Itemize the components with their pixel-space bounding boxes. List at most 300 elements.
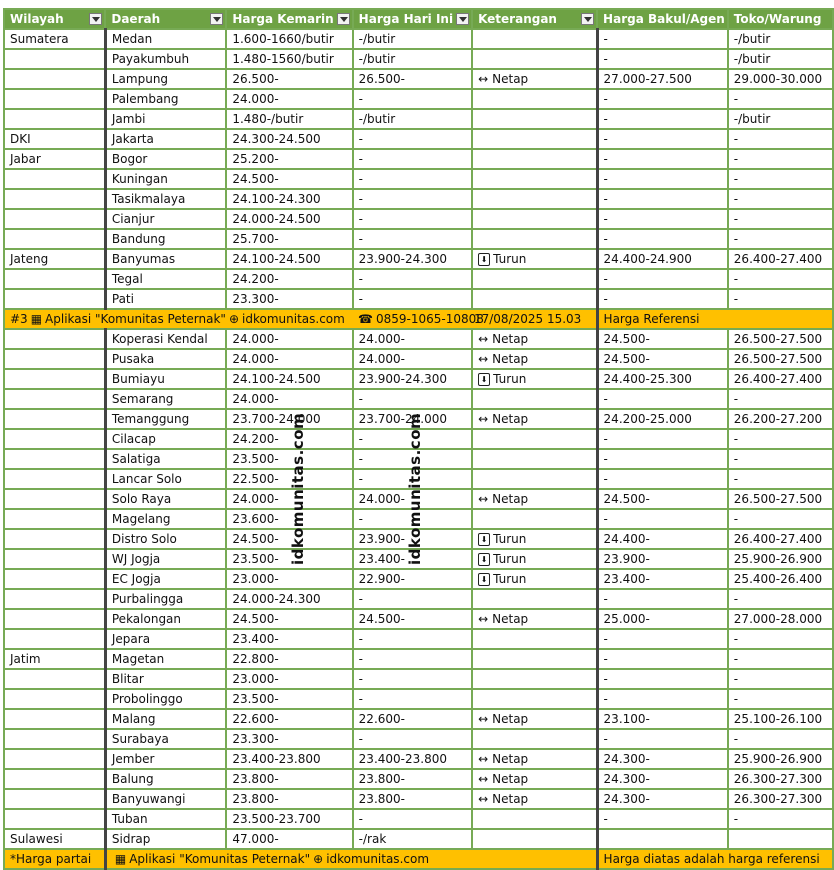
cell-toko-warung[interactable]: - <box>728 509 833 529</box>
cell-keterangan[interactable] <box>472 209 597 229</box>
cell-harga-hari-ini[interactable]: 22.600- <box>353 709 472 729</box>
cell-daerah[interactable]: Tuban <box>105 809 226 829</box>
cell-wilayah[interactable] <box>4 189 105 209</box>
cell-harga-kemarin[interactable]: 24.200- <box>226 429 352 449</box>
cell-wilayah[interactable] <box>4 589 105 609</box>
cell-harga-hari-ini[interactable]: 23.900-24.300 <box>353 249 472 269</box>
cell-harga-kemarin[interactable]: 24.500- <box>226 529 352 549</box>
cell-wilayah[interactable] <box>4 809 105 829</box>
cell-toko-warung[interactable]: 25.100-26.100 <box>728 709 833 729</box>
cell-harga-kemarin[interactable]: 23.600- <box>226 509 352 529</box>
cell-daerah[interactable]: Jambi <box>105 109 226 129</box>
cell-toko-warung[interactable]: 26.400-27.400 <box>728 249 833 269</box>
cell-harga-kemarin[interactable]: 23.000- <box>226 569 352 589</box>
cell-wilayah[interactable] <box>4 289 105 309</box>
cell-harga-kemarin[interactable]: 23.300- <box>226 289 352 309</box>
cell-harga-bakul[interactable]: - <box>597 649 728 669</box>
cell-daerah[interactable]: Payakumbuh <box>105 49 226 69</box>
cell-harga-hari-ini[interactable]: 23.800- <box>353 789 472 809</box>
cell-toko-warung[interactable]: - <box>728 429 833 449</box>
cell-toko-warung[interactable]: 25.400-26.400 <box>728 569 833 589</box>
cell-keterangan[interactable] <box>472 749 597 769</box>
cell-wilayah[interactable]: Jatim <box>4 649 105 669</box>
cell-wilayah[interactable] <box>4 389 105 409</box>
cell-harga-bakul[interactable]: - <box>597 49 728 69</box>
table-row[interactable] <box>4 289 833 309</box>
cell-keterangan[interactable] <box>472 89 597 109</box>
cell-wilayah[interactable] <box>4 369 105 389</box>
cell-harga-hari-ini[interactable]: 23.900- <box>353 529 472 549</box>
cell-harga-hari-ini[interactable]: - <box>353 509 472 529</box>
cell-harga-bakul[interactable]: - <box>597 629 728 649</box>
cell-harga-kemarin[interactable]: 24.500- <box>226 169 352 189</box>
cell-daerah[interactable]: Pusaka <box>105 349 226 369</box>
cell-harga-kemarin[interactable]: 23.500- <box>226 549 352 569</box>
filter-dropdown-icon[interactable] <box>581 13 594 25</box>
filter-dropdown-icon[interactable] <box>456 13 469 25</box>
cell-harga-hari-ini[interactable]: 24.000- <box>353 329 472 349</box>
cell-harga-kemarin[interactable]: 24.100-24.500 <box>226 369 352 389</box>
cell-toko-warung[interactable]: - <box>728 589 833 609</box>
cell-keterangan[interactable] <box>472 629 597 649</box>
cell-harga-bakul[interactable]: - <box>597 209 728 229</box>
cell-harga-hari-ini[interactable]: - <box>353 269 472 289</box>
cell-harga-kemarin[interactable]: 24.000- <box>226 349 352 369</box>
table-row[interactable] <box>4 269 833 289</box>
cell-wilayah[interactable] <box>4 509 105 529</box>
cell-keterangan[interactable] <box>472 329 597 349</box>
cell-harga-kemarin[interactable]: 24.200- <box>226 269 352 289</box>
cell-harga-hari-ini[interactable]: - <box>353 809 472 829</box>
table-row[interactable] <box>4 809 833 829</box>
cell-keterangan[interactable] <box>472 709 597 729</box>
cell-harga-hari-ini[interactable]: - <box>353 149 472 169</box>
cell-keterangan[interactable] <box>472 529 597 549</box>
cell-toko-warung[interactable]: 26.500-27.500 <box>728 489 833 509</box>
cell-harga-hari-ini[interactable]: 26.500- <box>353 69 472 89</box>
table-row[interactable] <box>4 629 833 649</box>
cell-harga-hari-ini[interactable]: - <box>353 729 472 749</box>
cell-harga-kemarin[interactable]: 24.000- <box>226 389 352 409</box>
cell-wilayah[interactable] <box>4 569 105 589</box>
cell-wilayah[interactable] <box>4 409 105 429</box>
cell-harga-kemarin[interactable]: 22.500- <box>226 469 352 489</box>
cell-harga-hari-ini[interactable]: - <box>353 629 472 649</box>
cell-harga-bakul[interactable]: - <box>597 429 728 449</box>
cell-wilayah[interactable] <box>4 209 105 229</box>
banner-phone[interactable]: 0859-1065-10808 <box>375 311 484 326</box>
cell-harga-hari-ini[interactable]: 24.000- <box>353 489 472 509</box>
cell-harga-kemarin[interactable]: 24.100-24.500 <box>226 249 352 269</box>
cell-toko-warung[interactable]: - <box>728 809 833 829</box>
cell-wilayah[interactable]: Jabar <box>4 149 105 169</box>
cell-toko-warung[interactable] <box>728 829 833 849</box>
cell-harga-bakul[interactable]: - <box>597 469 728 489</box>
cell-harga-kemarin[interactable]: 23.400-23.800 <box>226 749 352 769</box>
cell-daerah[interactable]: Bandung <box>105 229 226 249</box>
cell-harga-bakul[interactable]: 24.400-25.300 <box>597 369 728 389</box>
table-row[interactable] <box>4 169 833 189</box>
cell-keterangan[interactable] <box>472 249 597 269</box>
cell-toko-warung[interactable]: 26.400-27.400 <box>728 369 833 389</box>
table-row[interactable] <box>4 89 833 109</box>
cell-toko-warung[interactable]: 26.300-27.300 <box>728 769 833 789</box>
cell-toko-warung[interactable]: - <box>728 149 833 169</box>
table-row[interactable] <box>4 129 833 149</box>
cell-keterangan[interactable] <box>472 489 597 509</box>
cell-harga-kemarin[interactable]: 23.500-23.700 <box>226 809 352 829</box>
cell-daerah[interactable]: WJ Jogja <box>105 549 226 569</box>
cell-harga-hari-ini[interactable]: - <box>353 169 472 189</box>
cell-toko-warung[interactable]: - <box>728 629 833 649</box>
cell-keterangan[interactable] <box>472 569 597 589</box>
cell-daerah[interactable]: Palembang <box>105 89 226 109</box>
cell-keterangan[interactable] <box>472 789 597 809</box>
cell-harga-bakul[interactable]: - <box>597 729 728 749</box>
cell-daerah[interactable]: Malang <box>105 709 226 729</box>
cell-daerah[interactable]: Temanggung <box>105 409 226 429</box>
cell-harga-hari-ini[interactable]: -/rak <box>353 829 472 849</box>
cell-wilayah[interactable] <box>4 449 105 469</box>
filter-dropdown-icon[interactable] <box>210 13 223 25</box>
cell-wilayah[interactable] <box>4 89 105 109</box>
cell-harga-kemarin[interactable]: 1.480-/butir <box>226 109 352 129</box>
cell-wilayah[interactable] <box>4 709 105 729</box>
cell-harga-bakul[interactable]: 24.300- <box>597 789 728 809</box>
cell-harga-bakul[interactable]: 24.500- <box>597 349 728 369</box>
cell-wilayah[interactable] <box>4 689 105 709</box>
col-header-daerah[interactable]: Daerah <box>105 9 226 29</box>
cell-toko-warung[interactable]: 26.300-27.300 <box>728 789 833 809</box>
cell-keterangan[interactable] <box>472 429 597 449</box>
cell-daerah[interactable]: Banyumas <box>105 249 226 269</box>
table-row[interactable] <box>4 789 833 809</box>
cell-harga-hari-ini[interactable]: -/butir <box>353 109 472 129</box>
cell-harga-bakul[interactable]: 25.000- <box>597 609 728 629</box>
cell-toko-warung[interactable]: 26.200-27.200 <box>728 409 833 429</box>
cell-wilayah[interactable] <box>4 489 105 509</box>
cell-wilayah[interactable] <box>4 329 105 349</box>
cell-daerah[interactable]: Cilacap <box>105 429 226 449</box>
cell-harga-hari-ini[interactable]: 23.400-23.800 <box>353 749 472 769</box>
cell-keterangan[interactable] <box>472 149 597 169</box>
cell-toko-warung[interactable]: - <box>728 209 833 229</box>
table-row[interactable] <box>4 389 833 409</box>
cell-daerah[interactable]: Semarang <box>105 389 226 409</box>
cell-daerah[interactable]: Salatiga <box>105 449 226 469</box>
cell-harga-kemarin[interactable]: 24.000- <box>226 489 352 509</box>
cell-keterangan[interactable] <box>472 169 597 189</box>
cell-wilayah[interactable] <box>4 229 105 249</box>
col-header-harga-hari-ini[interactable]: Harga Hari Ini <box>353 9 472 29</box>
cell-harga-kemarin[interactable]: 47.000- <box>226 829 352 849</box>
table-row[interactable] <box>4 69 833 89</box>
cell-harga-bakul[interactable] <box>597 829 728 849</box>
cell-keterangan[interactable] <box>472 69 597 89</box>
cell-wilayah[interactable] <box>4 109 105 129</box>
cell-harga-bakul[interactable]: - <box>597 89 728 109</box>
cell-toko-warung[interactable]: - <box>728 729 833 749</box>
cell-daerah[interactable]: Pekalongan <box>105 609 226 629</box>
table-row[interactable] <box>4 49 833 69</box>
cell-keterangan[interactable] <box>472 549 597 569</box>
cell-keterangan[interactable] <box>472 369 597 389</box>
cell-keterangan[interactable] <box>472 669 597 689</box>
cell-daerah[interactable]: Tasikmalaya <box>105 189 226 209</box>
cell-harga-hari-ini[interactable]: - <box>353 289 472 309</box>
cell-daerah[interactable]: Sidrap <box>105 829 226 849</box>
cell-toko-warung[interactable]: -/butir <box>728 49 833 69</box>
cell-harga-bakul[interactable]: - <box>597 389 728 409</box>
cell-keterangan[interactable] <box>472 509 597 529</box>
cell-harga-kemarin[interactable]: 23.800- <box>226 789 352 809</box>
cell-keterangan[interactable] <box>472 589 597 609</box>
cell-keterangan[interactable] <box>472 829 597 849</box>
cell-harga-bakul[interactable]: - <box>597 189 728 209</box>
cell-daerah[interactable]: Koperasi Kendal <box>105 329 226 349</box>
table-row[interactable] <box>4 149 833 169</box>
cell-harga-hari-ini[interactable]: 23.900-24.300 <box>353 369 472 389</box>
cell-harga-bakul[interactable]: 24.400-24.900 <box>597 249 728 269</box>
cell-wilayah[interactable] <box>4 69 105 89</box>
cell-harga-hari-ini[interactable]: - <box>353 129 472 149</box>
cell-harga-kemarin[interactable]: 23.500- <box>226 689 352 709</box>
table-row[interactable] <box>4 109 833 129</box>
cell-keterangan[interactable] <box>472 389 597 409</box>
cell-wilayah[interactable] <box>4 549 105 569</box>
filter-dropdown-icon[interactable] <box>89 13 102 25</box>
cell-harga-kemarin[interactable]: 23.400- <box>226 629 352 649</box>
col-header-harga-kemarin[interactable]: Harga Kemarin <box>226 9 352 29</box>
cell-harga-bakul[interactable]: - <box>597 169 728 189</box>
cell-daerah[interactable]: Lampung <box>105 69 226 89</box>
cell-keterangan[interactable] <box>472 229 597 249</box>
banner-site-link[interactable]: idkomunitas.com <box>242 311 345 326</box>
cell-keterangan[interactable] <box>472 109 597 129</box>
cell-keterangan[interactable] <box>472 29 597 49</box>
cell-harga-kemarin[interactable]: 24.300-24.500 <box>226 129 352 149</box>
cell-harga-bakul[interactable]: - <box>597 269 728 289</box>
cell-harga-kemarin[interactable]: 22.800- <box>226 649 352 669</box>
table-row[interactable] <box>4 569 833 589</box>
cell-toko-warung[interactable]: - <box>728 289 833 309</box>
cell-toko-warung[interactable]: - <box>728 469 833 489</box>
cell-toko-warung[interactable]: 25.900-26.900 <box>728 549 833 569</box>
cell-harga-hari-ini[interactable]: - <box>353 649 472 669</box>
cell-daerah[interactable]: Bogor <box>105 149 226 169</box>
cell-keterangan[interactable] <box>472 49 597 69</box>
cell-daerah[interactable]: EC Jogja <box>105 569 226 589</box>
table-row[interactable] <box>4 249 833 269</box>
cell-harga-kemarin[interactable]: 1.600-1660/butir <box>226 29 352 49</box>
cell-harga-kemarin[interactable]: 24.000- <box>226 89 352 109</box>
cell-harga-hari-ini[interactable]: - <box>353 469 472 489</box>
cell-harga-hari-ini[interactable]: - <box>353 429 472 449</box>
cell-harga-bakul[interactable]: 24.500- <box>597 329 728 349</box>
table-row[interactable] <box>4 189 833 209</box>
cell-harga-kemarin[interactable]: 23.000- <box>226 669 352 689</box>
table-row[interactable] <box>4 669 833 689</box>
cell-wilayah[interactable] <box>4 49 105 69</box>
cell-wilayah[interactable] <box>4 789 105 809</box>
cell-harga-kemarin[interactable]: 1.480-1560/butir <box>226 49 352 69</box>
cell-daerah[interactable]: Distro Solo <box>105 529 226 549</box>
cell-daerah[interactable]: Banyuwangi <box>105 789 226 809</box>
table-row[interactable] <box>4 229 833 249</box>
cell-keterangan[interactable] <box>472 729 597 749</box>
col-header-harga-bakul[interactable]: Harga Bakul/Agen <box>597 9 728 29</box>
cell-toko-warung[interactable]: 26.500-27.500 <box>728 349 833 369</box>
cell-wilayah[interactable]: Sumatera <box>4 29 105 49</box>
cell-harga-hari-ini[interactable]: 23.800- <box>353 769 472 789</box>
cell-harga-kemarin[interactable]: 24.000- <box>226 329 352 349</box>
cell-harga-kemarin[interactable]: 23.700-24.000 <box>226 409 352 429</box>
cell-wilayah[interactable] <box>4 769 105 789</box>
cell-toko-warung[interactable]: 25.900-26.900 <box>728 749 833 769</box>
cell-toko-warung[interactable]: 29.000-30.000 <box>728 69 833 89</box>
cell-keterangan[interactable] <box>472 609 597 629</box>
cell-daerah[interactable]: Tegal <box>105 269 226 289</box>
cell-harga-hari-ini[interactable]: - <box>353 449 472 469</box>
cell-harga-hari-ini[interactable]: - <box>353 589 472 609</box>
table-row[interactable] <box>4 829 833 849</box>
table-row[interactable] <box>4 769 833 789</box>
cell-harga-bakul[interactable]: 24.300- <box>597 749 728 769</box>
cell-toko-warung[interactable]: - <box>728 229 833 249</box>
cell-harga-kemarin[interactable]: 23.500- <box>226 449 352 469</box>
cell-wilayah[interactable]: Sulawesi <box>4 829 105 849</box>
cell-harga-kemarin[interactable]: 24.000-24.500 <box>226 209 352 229</box>
cell-harga-bakul[interactable]: 24.300- <box>597 769 728 789</box>
cell-harga-bakul[interactable]: 24.400- <box>597 529 728 549</box>
cell-toko-warung[interactable]: - <box>728 689 833 709</box>
cell-harga-kemarin[interactable]: 26.500- <box>226 69 352 89</box>
cell-toko-warung[interactable]: 27.000-28.000 <box>728 609 833 629</box>
cell-harga-kemarin[interactable]: 24.000-24.300 <box>226 589 352 609</box>
cell-daerah[interactable]: Jepara <box>105 629 226 649</box>
table-row[interactable] <box>4 749 833 769</box>
cell-daerah[interactable]: Cianjur <box>105 209 226 229</box>
cell-harga-hari-ini[interactable]: - <box>353 229 472 249</box>
cell-harga-hari-ini[interactable]: 23.700-24.000 <box>353 409 472 429</box>
cell-harga-bakul[interactable]: - <box>597 809 728 829</box>
cell-daerah[interactable]: Pati <box>105 289 226 309</box>
cell-daerah[interactable]: Solo Raya <box>105 489 226 509</box>
table-row[interactable] <box>4 709 833 729</box>
table-row[interactable] <box>4 329 833 349</box>
cell-keterangan[interactable] <box>472 769 597 789</box>
cell-daerah[interactable]: Purbalingga <box>105 589 226 609</box>
cell-harga-bakul[interactable]: - <box>597 589 728 609</box>
cell-harga-bakul[interactable]: - <box>597 669 728 689</box>
cell-daerah[interactable]: Lancar Solo <box>105 469 226 489</box>
table-row[interactable] <box>4 689 833 709</box>
cell-harga-bakul[interactable]: - <box>597 689 728 709</box>
cell-harga-hari-ini[interactable]: - <box>353 389 472 409</box>
cell-wilayah[interactable] <box>4 429 105 449</box>
cell-harga-hari-ini[interactable]: 24.500- <box>353 609 472 629</box>
table-row[interactable] <box>4 209 833 229</box>
cell-toko-warung[interactable]: - <box>728 169 833 189</box>
cell-daerah[interactable]: Jakarta <box>105 129 226 149</box>
cell-harga-hari-ini[interactable]: - <box>353 189 472 209</box>
cell-harga-bakul[interactable]: - <box>597 29 728 49</box>
cell-harga-hari-ini[interactable]: - <box>353 89 472 109</box>
table-row[interactable] <box>4 349 833 369</box>
cell-toko-warung[interactable]: - <box>728 389 833 409</box>
cell-wilayah[interactable] <box>4 349 105 369</box>
table-row[interactable] <box>4 369 833 389</box>
cell-harga-hari-ini[interactable]: - <box>353 209 472 229</box>
cell-wilayah[interactable] <box>4 469 105 489</box>
cell-harga-kemarin[interactable]: 25.200- <box>226 149 352 169</box>
cell-toko-warung[interactable]: -/butir <box>728 109 833 129</box>
cell-keterangan[interactable] <box>472 469 597 489</box>
cell-keterangan[interactable] <box>472 409 597 429</box>
filter-dropdown-icon[interactable] <box>337 13 350 25</box>
cell-toko-warung[interactable]: - <box>728 269 833 289</box>
cell-daerah[interactable]: Balung <box>105 769 226 789</box>
cell-toko-warung[interactable]: - <box>728 449 833 469</box>
cell-harga-kemarin[interactable]: 22.600- <box>226 709 352 729</box>
footer-site-link[interactable]: idkomunitas.com <box>326 851 430 866</box>
cell-harga-bakul[interactable]: - <box>597 229 728 249</box>
cell-wilayah[interactable] <box>4 269 105 289</box>
cell-wilayah[interactable]: DKI <box>4 129 105 149</box>
cell-harga-hari-ini[interactable]: -/butir <box>353 29 472 49</box>
cell-harga-kemarin[interactable]: 24.500- <box>226 609 352 629</box>
cell-harga-kemarin[interactable]: 23.300- <box>226 729 352 749</box>
cell-harga-bakul[interactable]: 23.400- <box>597 569 728 589</box>
cell-harga-hari-ini[interactable]: - <box>353 689 472 709</box>
cell-harga-hari-ini[interactable]: 22.900- <box>353 569 472 589</box>
cell-harga-kemarin[interactable]: 25.700- <box>226 229 352 249</box>
col-header-keterangan[interactable]: Keterangan <box>472 9 597 29</box>
cell-harga-hari-ini[interactable]: 24.000- <box>353 349 472 369</box>
cell-keterangan[interactable] <box>472 129 597 149</box>
cell-toko-warung[interactable]: - <box>728 89 833 109</box>
table-row[interactable] <box>4 729 833 749</box>
cell-wilayah[interactable] <box>4 169 105 189</box>
cell-toko-warung[interactable]: - <box>728 189 833 209</box>
cell-harga-bakul[interactable]: - <box>597 149 728 169</box>
cell-wilayah[interactable] <box>4 669 105 689</box>
col-header-toko-warung[interactable]: Toko/Warung <box>728 9 833 29</box>
cell-keterangan[interactable] <box>472 649 597 669</box>
cell-keterangan[interactable] <box>472 189 597 209</box>
cell-wilayah[interactable] <box>4 529 105 549</box>
cell-toko-warung[interactable]: -/butir <box>728 29 833 49</box>
cell-keterangan[interactable] <box>472 809 597 829</box>
cell-harga-kemarin[interactable]: 23.800- <box>226 769 352 789</box>
cell-daerah[interactable]: Blitar <box>105 669 226 689</box>
cell-wilayah[interactable] <box>4 609 105 629</box>
cell-harga-hari-ini[interactable]: -/butir <box>353 49 472 69</box>
cell-toko-warung[interactable]: 26.500-27.500 <box>728 329 833 349</box>
cell-harga-bakul[interactable]: - <box>597 109 728 129</box>
table-row[interactable] <box>4 609 833 629</box>
cell-daerah[interactable]: Bumiayu <box>105 369 226 389</box>
cell-wilayah[interactable]: Jateng <box>4 249 105 269</box>
cell-daerah[interactable]: Probolinggo <box>105 689 226 709</box>
cell-keterangan[interactable] <box>472 269 597 289</box>
cell-wilayah[interactable] <box>4 749 105 769</box>
cell-toko-warung[interactable]: - <box>728 649 833 669</box>
cell-harga-bakul[interactable]: - <box>597 289 728 309</box>
cell-daerah[interactable]: Magelang <box>105 509 226 529</box>
cell-toko-warung[interactable]: 26.400-27.400 <box>728 529 833 549</box>
table-row[interactable] <box>4 589 833 609</box>
